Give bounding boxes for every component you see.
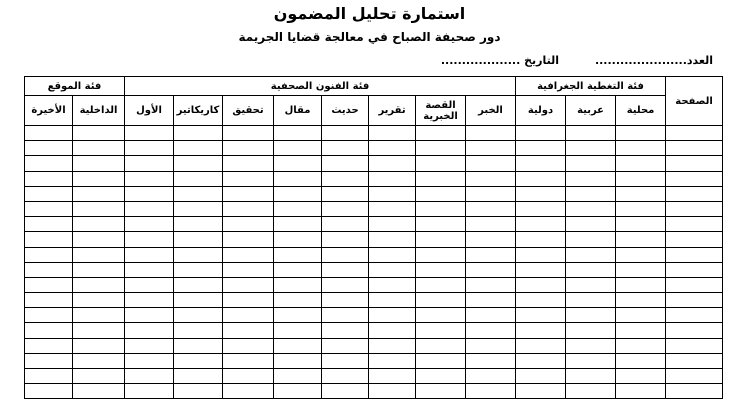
- table-cell: [73, 262, 125, 277]
- table-cell: [416, 171, 466, 186]
- table-cell: [274, 141, 322, 156]
- table-row: [25, 369, 723, 384]
- table-cell: [516, 171, 566, 186]
- table-cell: [125, 156, 174, 171]
- table-cell: [73, 171, 125, 186]
- table-row: [25, 141, 723, 156]
- table-cell: [616, 353, 666, 368]
- table-cell: [322, 323, 369, 338]
- table-cell: [25, 171, 73, 186]
- table-cell: [25, 293, 73, 308]
- geographic-coverage-group-header: فئة التغطية الجغرافية: [516, 77, 666, 96]
- table-cell: [466, 232, 516, 247]
- table-cell: [322, 232, 369, 247]
- table-cell: [416, 141, 466, 156]
- table-cell: [466, 262, 516, 277]
- table-cell: [174, 262, 223, 277]
- table-cell: [322, 369, 369, 384]
- table-cell: [25, 126, 73, 141]
- table-cell: [516, 308, 566, 323]
- table-cell: [466, 247, 516, 262]
- table-cell: [666, 201, 723, 216]
- table-row: [25, 247, 723, 262]
- table-cell: [174, 293, 223, 308]
- table-cell: [416, 262, 466, 277]
- column-header: الداخلية: [73, 96, 125, 126]
- table-cell: [369, 217, 416, 232]
- table-cell: [466, 186, 516, 201]
- table-cell: [125, 369, 174, 384]
- table-cell: [369, 323, 416, 338]
- table-cell: [322, 247, 369, 262]
- table-cell: [125, 323, 174, 338]
- table-cell: [369, 308, 416, 323]
- table-cell: [73, 293, 125, 308]
- table-cell: [369, 262, 416, 277]
- table-cell: [516, 323, 566, 338]
- column-header: تقرير: [369, 96, 416, 126]
- column-header: الخبر: [466, 96, 516, 126]
- table-cell: [616, 232, 666, 247]
- table-cell: [369, 126, 416, 141]
- table-cell: [125, 293, 174, 308]
- table-cell: [322, 384, 369, 399]
- table-cell: [616, 338, 666, 353]
- table-cell: [566, 126, 616, 141]
- table-row: [25, 232, 723, 247]
- table-row: [25, 308, 723, 323]
- table-cell: [25, 277, 73, 292]
- table-cell: [566, 201, 616, 216]
- table-cell: [322, 126, 369, 141]
- table-cell: [666, 126, 723, 141]
- table-cell: [25, 156, 73, 171]
- table-cell: [416, 384, 466, 399]
- form-title: استمارة تحليل المضمون: [273, 4, 466, 23]
- table-cell: [223, 141, 274, 156]
- table-cell: [516, 293, 566, 308]
- table-cell: [125, 308, 174, 323]
- table-cell: [274, 308, 322, 323]
- table-cell: [666, 141, 723, 156]
- table-cell: [666, 338, 723, 353]
- table-cell: [416, 232, 466, 247]
- table-cell: [566, 323, 616, 338]
- table-cell: [566, 293, 616, 308]
- table-cell: [73, 369, 125, 384]
- table-cell: [174, 201, 223, 216]
- table-cell: [174, 338, 223, 353]
- table-cell: [274, 293, 322, 308]
- table-cell: [223, 186, 274, 201]
- table-cell: [566, 171, 616, 186]
- table-cell: [666, 293, 723, 308]
- table-cell: [125, 186, 174, 201]
- table-row: [25, 277, 723, 292]
- table-row: [25, 201, 723, 216]
- table-cell: [466, 156, 516, 171]
- table-cell: [274, 384, 322, 399]
- table-cell: [666, 353, 723, 368]
- table-cell: [223, 217, 274, 232]
- table-cell: [616, 186, 666, 201]
- table-cell: [666, 262, 723, 277]
- table-cell: [274, 353, 322, 368]
- table-cell: [125, 217, 174, 232]
- table-cell: [223, 369, 274, 384]
- table-cell: [322, 262, 369, 277]
- table-cell: [466, 126, 516, 141]
- table-cell: [25, 201, 73, 216]
- table-cell: [416, 247, 466, 262]
- column-header: الأخيرة: [25, 96, 73, 126]
- table-cell: [274, 201, 322, 216]
- page-column-header: الصفحة: [666, 77, 723, 126]
- table-cell: [322, 293, 369, 308]
- table-cell: [416, 126, 466, 141]
- column-header: دولية: [516, 96, 566, 126]
- table-cell: [174, 126, 223, 141]
- table-row: [25, 323, 723, 338]
- table-cell: [223, 262, 274, 277]
- table-cell: [369, 141, 416, 156]
- table-cell: [73, 277, 125, 292]
- table-cell: [416, 308, 466, 323]
- table-cell: [223, 247, 274, 262]
- table-cell: [274, 262, 322, 277]
- table-cell: [616, 323, 666, 338]
- table-cell: [25, 308, 73, 323]
- table-cell: [666, 369, 723, 384]
- table-cell: [25, 141, 73, 156]
- table-cell: [274, 126, 322, 141]
- table-cell: [416, 217, 466, 232]
- table-cell: [322, 353, 369, 368]
- table-cell: [666, 217, 723, 232]
- table-cell: [666, 323, 723, 338]
- table-cell: [566, 384, 616, 399]
- table-cell: [73, 232, 125, 247]
- column-header: عربية: [566, 96, 616, 126]
- table-cell: [125, 384, 174, 399]
- table-cell: [322, 217, 369, 232]
- table-cell: [369, 156, 416, 171]
- table-cell: [73, 247, 125, 262]
- table-body: [25, 126, 723, 399]
- table-row: [25, 126, 723, 141]
- table-cell: [174, 141, 223, 156]
- table-cell: [125, 141, 174, 156]
- table-cell: [274, 156, 322, 171]
- table-cell: [73, 308, 125, 323]
- table-cell: [73, 201, 125, 216]
- table-cell: [25, 384, 73, 399]
- table-cell: [566, 338, 616, 353]
- table-cell: [274, 171, 322, 186]
- table-cell: [322, 186, 369, 201]
- table-cell: [616, 201, 666, 216]
- column-header: محلية: [616, 96, 666, 126]
- table-cell: [516, 156, 566, 171]
- journalistic-arts-group-header: فئة الفنون الصحفية: [125, 77, 516, 96]
- table-cell: [125, 126, 174, 141]
- table-cell: [516, 338, 566, 353]
- table-cell: [416, 186, 466, 201]
- table-cell: [322, 277, 369, 292]
- table-cell: [516, 217, 566, 232]
- table-cell: [616, 308, 666, 323]
- table-cell: [516, 247, 566, 262]
- table-cell: [322, 171, 369, 186]
- table-cell: [616, 293, 666, 308]
- table-row: [25, 293, 723, 308]
- table-cell: [369, 201, 416, 216]
- table-cell: [25, 232, 73, 247]
- table-cell: [666, 232, 723, 247]
- table-cell: [25, 217, 73, 232]
- table-cell: [516, 277, 566, 292]
- table-cell: [25, 262, 73, 277]
- table-cell: [125, 232, 174, 247]
- table-cell: [516, 369, 566, 384]
- table-cell: [369, 293, 416, 308]
- table-cell: [25, 186, 73, 201]
- column-header: الأول: [125, 96, 174, 126]
- table-cell: [125, 201, 174, 216]
- table-cell: [369, 353, 416, 368]
- table-cell: [73, 353, 125, 368]
- table-cell: [466, 293, 516, 308]
- table-cell: [73, 186, 125, 201]
- date-field: التاريخ ...................: [440, 54, 559, 67]
- table-cell: [566, 262, 616, 277]
- table-cell: [174, 353, 223, 368]
- table-cell: [73, 384, 125, 399]
- table-cell: [223, 156, 274, 171]
- table-cell: [666, 277, 723, 292]
- table-cell: [174, 247, 223, 262]
- table-cell: [223, 126, 274, 141]
- table-cell: [516, 384, 566, 399]
- table-cell: [369, 277, 416, 292]
- table-cell: [566, 353, 616, 368]
- table-cell: [274, 232, 322, 247]
- table-cell: [125, 277, 174, 292]
- table-cell: [274, 217, 322, 232]
- table-cell: [322, 141, 369, 156]
- table-cell: [466, 338, 516, 353]
- table-cell: [369, 369, 416, 384]
- table-cell: [416, 201, 466, 216]
- table-cell: [223, 308, 274, 323]
- table-cell: [616, 217, 666, 232]
- table-cell: [666, 156, 723, 171]
- table-cell: [25, 369, 73, 384]
- table-cell: [566, 232, 616, 247]
- table-cell: [566, 186, 616, 201]
- table-cell: [125, 247, 174, 262]
- table-cell: [223, 277, 274, 292]
- table-cell: [616, 384, 666, 399]
- table-cell: [416, 338, 466, 353]
- table-row: [25, 262, 723, 277]
- table-cell: [666, 384, 723, 399]
- table-cell: [516, 353, 566, 368]
- table-cell: [274, 277, 322, 292]
- column-header: مقال: [274, 96, 322, 126]
- position-group-header: فئة الموقع: [25, 77, 125, 96]
- table-cell: [274, 369, 322, 384]
- table-cell: [223, 232, 274, 247]
- table-cell: [369, 338, 416, 353]
- table-cell: [516, 201, 566, 216]
- table-cell: [223, 293, 274, 308]
- table-cell: [125, 353, 174, 368]
- table-cell: [73, 156, 125, 171]
- table-row: [25, 156, 723, 171]
- table-cell: [223, 353, 274, 368]
- table-cell: [174, 217, 223, 232]
- table-cell: [73, 126, 125, 141]
- table-cell: [566, 277, 616, 292]
- table-cell: [125, 171, 174, 186]
- table-row: [25, 353, 723, 368]
- column-header: كاريكاتير: [174, 96, 223, 126]
- table-cell: [616, 369, 666, 384]
- table-cell: [516, 126, 566, 141]
- table-cell: [223, 323, 274, 338]
- table-cell: [369, 232, 416, 247]
- table-cell: [174, 384, 223, 399]
- table-cell: [566, 156, 616, 171]
- column-header: حديث: [322, 96, 369, 126]
- table-cell: [369, 171, 416, 186]
- table-cell: [416, 156, 466, 171]
- form-subtitle: دور صحيفة الصباح في معالجة قضايا الجريمة: [238, 30, 501, 44]
- table-cell: [73, 338, 125, 353]
- table-cell: [516, 232, 566, 247]
- table-cell: [416, 353, 466, 368]
- table-cell: [566, 308, 616, 323]
- table-cell: [73, 141, 125, 156]
- table-cell: [666, 247, 723, 262]
- table-cell: [616, 141, 666, 156]
- table-row: [25, 384, 723, 399]
- table-cell: [466, 369, 516, 384]
- table-cell: [369, 247, 416, 262]
- table-cell: [516, 262, 566, 277]
- table-cell: [369, 186, 416, 201]
- table-cell: [466, 201, 516, 216]
- table-cell: [174, 369, 223, 384]
- column-header: تحقيق: [223, 96, 274, 126]
- table-cell: [174, 308, 223, 323]
- table-cell: [666, 308, 723, 323]
- table-cell: [466, 323, 516, 338]
- table-cell: [616, 171, 666, 186]
- table-cell: [616, 156, 666, 171]
- column-header: القصة الخبرية: [416, 96, 466, 126]
- table-cell: [516, 141, 566, 156]
- table-cell: [616, 277, 666, 292]
- table-cell: [616, 126, 666, 141]
- table-cell: [274, 247, 322, 262]
- table-cell: [73, 217, 125, 232]
- issue-number-field: العدد......................: [594, 54, 713, 67]
- table-cell: [223, 338, 274, 353]
- table-cell: [416, 277, 466, 292]
- table-cell: [566, 141, 616, 156]
- table-cell: [174, 186, 223, 201]
- table-cell: [174, 277, 223, 292]
- table-cell: [466, 384, 516, 399]
- table-cell: [566, 369, 616, 384]
- table-cell: [322, 338, 369, 353]
- table-cell: [466, 217, 516, 232]
- table-cell: [73, 323, 125, 338]
- table-cell: [466, 353, 516, 368]
- table-cell: [416, 323, 466, 338]
- table-cell: [369, 384, 416, 399]
- table-cell: [666, 186, 723, 201]
- table-cell: [566, 247, 616, 262]
- table-cell: [25, 353, 73, 368]
- table-cell: [616, 262, 666, 277]
- table-cell: [416, 293, 466, 308]
- table-cell: [25, 247, 73, 262]
- table-cell: [223, 171, 274, 186]
- table-row: [25, 171, 723, 186]
- table-cell: [322, 308, 369, 323]
- table-row: [25, 338, 723, 353]
- table-cell: [25, 323, 73, 338]
- table-cell: [174, 171, 223, 186]
- table-cell: [416, 369, 466, 384]
- table-cell: [125, 262, 174, 277]
- table-cell: [616, 247, 666, 262]
- table-cell: [223, 201, 274, 216]
- table-cell: [174, 232, 223, 247]
- content-analysis-table: [24, 76, 723, 399]
- table-cell: [274, 186, 322, 201]
- table-cell: [466, 141, 516, 156]
- table-cell: [174, 323, 223, 338]
- table-cell: [174, 156, 223, 171]
- table-cell: [566, 217, 616, 232]
- table-cell: [125, 338, 174, 353]
- table-cell: [666, 171, 723, 186]
- table-cell: [466, 308, 516, 323]
- table-cell: [322, 156, 369, 171]
- table-row: [25, 186, 723, 201]
- table-cell: [466, 277, 516, 292]
- table-cell: [274, 323, 322, 338]
- table-cell: [223, 384, 274, 399]
- table-row: [25, 217, 723, 232]
- table-cell: [274, 338, 322, 353]
- table-cell: [466, 171, 516, 186]
- table-cell: [322, 201, 369, 216]
- table-cell: [516, 186, 566, 201]
- table-cell: [25, 338, 73, 353]
